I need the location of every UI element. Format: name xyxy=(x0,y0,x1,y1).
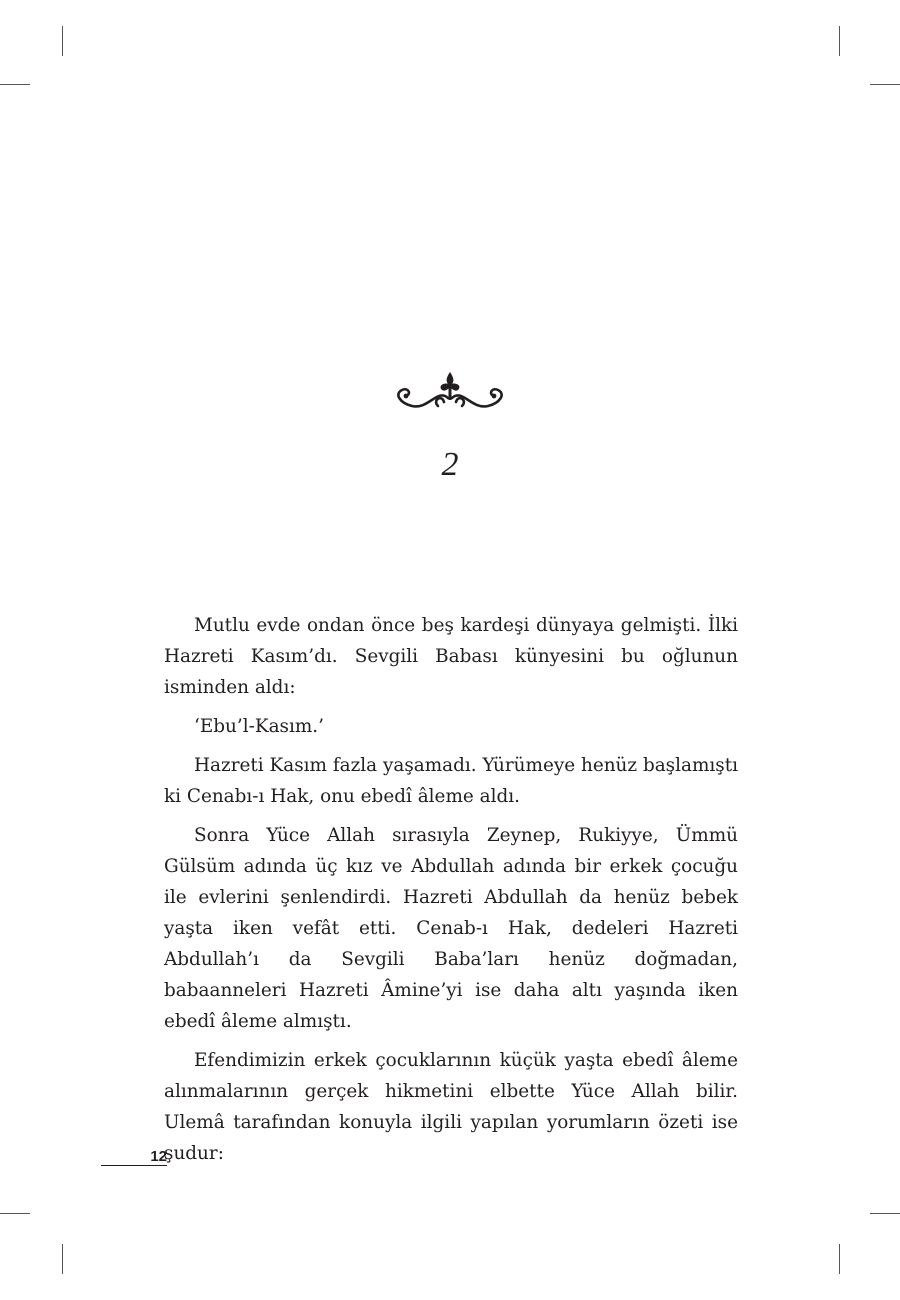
crop-mark-top-right xyxy=(839,26,840,56)
crop-mark-bottom-right-h xyxy=(870,1213,900,1214)
page-number: 12 xyxy=(150,1148,167,1165)
crop-mark-bottom-left-h xyxy=(0,1213,30,1214)
paragraph: Efendimizin erkek çocuklarının küçük yaşta ebedî âleme alınmalarının gerçek hikmetini elbette Yüce Allah bilir. Ulemâ tarafından konuyla ilgili yapılan yorumların özeti ise şudur: xyxy=(164,1050,738,1164)
chapter-number: 2 xyxy=(441,446,459,483)
paragraph: Hazreti Kasım fazla yaşamadı. Yürümeye henüz başlamıştı ki Cenabı-ı Hak, onu ebedî âleme aldı. xyxy=(164,755,738,807)
folio-rule xyxy=(101,1165,167,1166)
crop-mark-top-left xyxy=(62,26,63,56)
crop-mark-top-right-h xyxy=(870,84,900,85)
crop-mark-bottom-left xyxy=(62,1244,63,1274)
fleuron-ornament-icon xyxy=(388,368,512,418)
crop-mark-top-left-h xyxy=(0,84,30,85)
paragraph: Sonra Yüce Allah sırasıyla Zeynep, Rukiyye, Ümmü Gülsüm adında üç kız ve Abdullah adında bir erkek çocuğu ile evlerini şenlendirdi. Hazreti Abdullah da henüz bebek yaşta iken vefât etti. Cenab-ı Hak, dedeleri Hazreti Abdullah’ı da Sevgili Baba’ları henüz doğmadan, babaanneleri Hazreti Âmine’yi ise daha altı yaşında iken ebedî âleme almıştı. xyxy=(164,825,738,1032)
body-text xyxy=(164,610,738,1177)
paragraph: Mutlu evde ondan önce beş kardeşi dünyaya gelmişti. İlki Hazreti Kasım’dı. Sevgili Babası künyesini bu oğlunun isminden aldı: xyxy=(164,615,738,698)
paragraph-quote: ‘Ebu’l-Kasım.’ xyxy=(194,716,324,737)
crop-mark-bottom-right xyxy=(839,1244,840,1274)
